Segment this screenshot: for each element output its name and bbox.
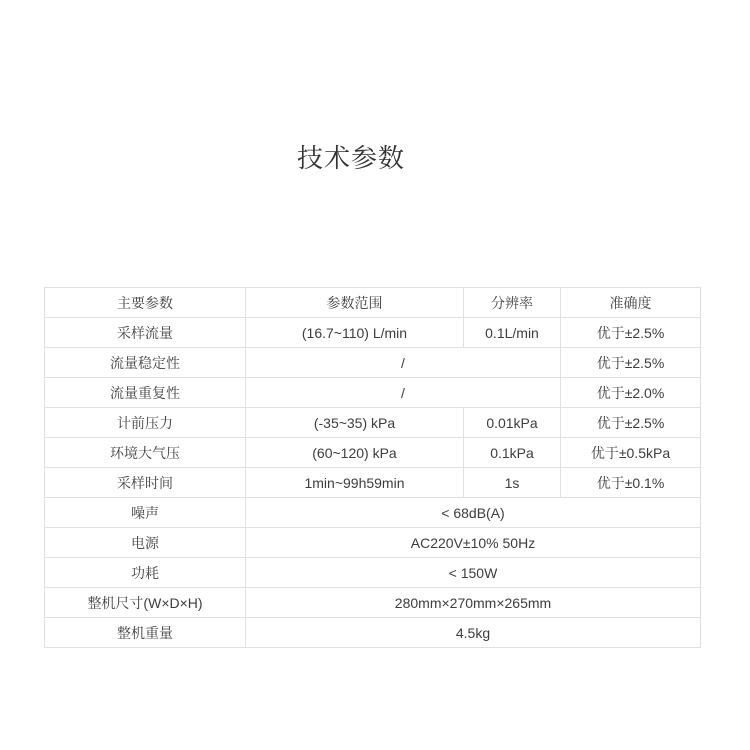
table-row xyxy=(45,588,701,618)
technical-specs-table xyxy=(44,287,701,648)
param-range-cell: (-35~35) kPa xyxy=(246,408,464,438)
param-value-cell: 4.5kg xyxy=(246,618,701,648)
param-value-cell: AC220V±10% 50Hz xyxy=(246,528,701,558)
column-header-parameter: 主要参数 xyxy=(45,288,246,318)
param-value-cell: 280mm×270mm×265mm xyxy=(246,588,701,618)
param-value-cell: < 68dB(A) xyxy=(246,498,701,528)
table-row xyxy=(45,618,701,648)
param-accuracy-cell: 优于±2.5% xyxy=(561,408,701,438)
table-row xyxy=(45,318,701,348)
param-range-cell: (60~120) kPa xyxy=(246,438,464,468)
param-accuracy-cell: 优于±2.5% xyxy=(561,318,701,348)
column-header-accuracy: 准确度 xyxy=(561,288,701,318)
param-resolution-cell: 1s xyxy=(464,468,561,498)
param-name-cell: 采样时间 xyxy=(45,468,246,498)
table-row xyxy=(45,498,701,528)
table-row xyxy=(45,438,701,468)
param-accuracy-cell: 优于±0.1% xyxy=(561,468,701,498)
param-resolution-cell: 0.1kPa xyxy=(464,438,561,468)
table-row xyxy=(45,558,701,588)
param-name-cell: 功耗 xyxy=(45,558,246,588)
table-row xyxy=(45,348,701,378)
param-name-cell: 环境大气压 xyxy=(45,438,246,468)
param-resolution-cell: 0.1L/min xyxy=(464,318,561,348)
param-range-cell: / xyxy=(246,378,561,408)
page-title: 技术参数 xyxy=(296,143,405,173)
param-name-cell: 整机尺寸(W×D×H) xyxy=(45,588,246,618)
param-name-cell: 整机重量 xyxy=(45,618,246,648)
param-name-cell: 流量重复性 xyxy=(45,378,246,408)
table-row xyxy=(45,528,701,558)
param-name-cell: 噪声 xyxy=(45,498,246,528)
param-range-cell: 1min~99h59min xyxy=(246,468,464,498)
param-name-cell: 电源 xyxy=(45,528,246,558)
param-accuracy-cell: 优于±0.5kPa xyxy=(561,438,701,468)
table-header-row xyxy=(45,288,701,318)
param-range-cell: / xyxy=(246,348,561,378)
param-accuracy-cell: 优于±2.5% xyxy=(561,348,701,378)
param-name-cell: 流量稳定性 xyxy=(45,348,246,378)
param-name-cell: 采样流量 xyxy=(45,318,246,348)
table-row xyxy=(45,468,701,498)
param-range-cell: (16.7~110) L/min xyxy=(246,318,464,348)
column-header-range: 参数范围 xyxy=(246,288,464,318)
param-value-cell: < 150W xyxy=(246,558,701,588)
table-row xyxy=(45,408,701,438)
column-header-resolution: 分辨率 xyxy=(464,288,561,318)
param-accuracy-cell: 优于±2.0% xyxy=(561,378,701,408)
table-row xyxy=(45,378,701,408)
param-name-cell: 计前压力 xyxy=(45,408,246,438)
param-resolution-cell: 0.01kPa xyxy=(464,408,561,438)
